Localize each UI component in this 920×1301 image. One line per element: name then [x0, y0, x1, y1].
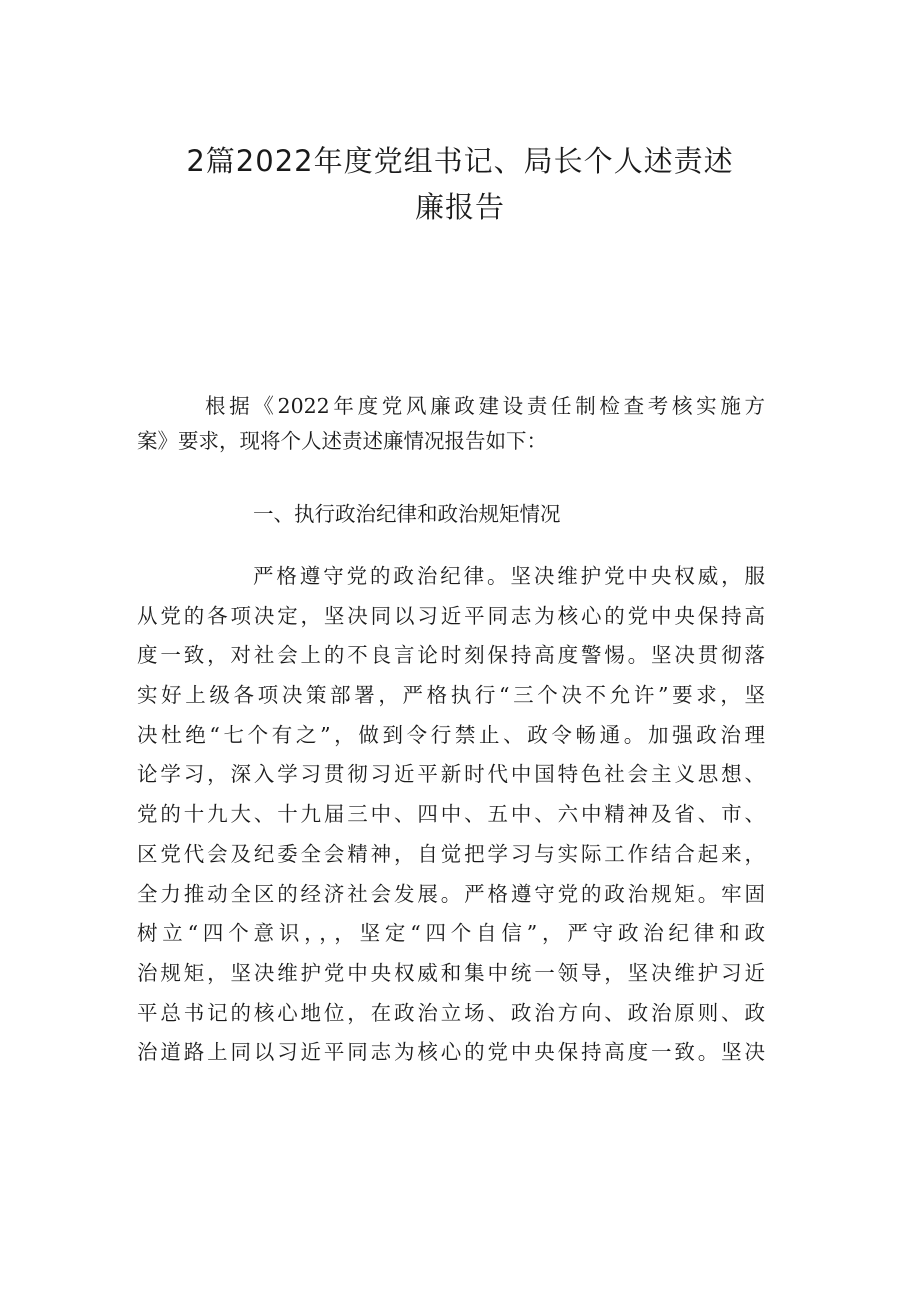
section-heading-text: 一、执行政治纪律和政治规矩情况	[253, 502, 561, 526]
title-line-1: 2篇2022年度党组书记、局长个人述责述	[186, 144, 734, 178]
body-paragraph	[137, 557, 765, 1073]
paragraph-line: 度一致，对社会上的不良言论时刻保持高度警惕。坚决贯彻落	[137, 643, 765, 668]
paragraph-line: 决杜绝“七个有之”，做到令行禁止、政令畅通。加强政治理	[137, 722, 765, 747]
paragraph-line: 树立“四个意识，，，坚定“四个自信”，严守政治纪律和政	[137, 921, 765, 946]
paragraph-line: 全力推动全区的经济社会发展。严格遵守党的政治规矩。牢固	[137, 881, 765, 906]
paragraph-line: 区党代会及纪委全会精神，自觉把学习与实际工作结合起来，	[137, 841, 765, 866]
paragraph-line: 治规矩，坚决维护党中央权威和集中统一领导，坚决维护习近	[137, 960, 765, 985]
paragraph-line: 论学习，深入学习贯彻习近平新时代中国特色社会主义思想、	[137, 762, 765, 787]
paragraph-line: 从党的各项决定，坚决同以习近平同志为核心的党中央保持高	[137, 603, 765, 628]
intro-line: 案》要求，现将个人述责述廉情况报告如下：	[137, 429, 547, 453]
intro-paragraph	[137, 389, 765, 459]
paragraph-line: 党的十九大、十九届三中、四中、五中、六中精神及省、市、	[137, 802, 765, 827]
section-heading	[137, 497, 765, 532]
title-line-2: 廉报告	[414, 190, 505, 224]
intro-line: 根据《2022年度党风廉政建设责任制检查考核实施方	[205, 394, 765, 418]
paragraph-line: 平总书记的核心地位，在政治立场、政治方向、政治原则、政	[137, 1000, 765, 1025]
paragraph-line: 治道路上同以习近平同志为核心的党中央保持高度一致。坚决	[137, 1040, 765, 1065]
paragraph-line: 实好上级各项决策部署，严格执行“三个决不允许”要求，坚	[137, 683, 765, 708]
document-title	[140, 138, 780, 230]
paragraph-line: 严格遵守党的政治纪律。坚决维护党中央权威，服	[253, 564, 765, 588]
